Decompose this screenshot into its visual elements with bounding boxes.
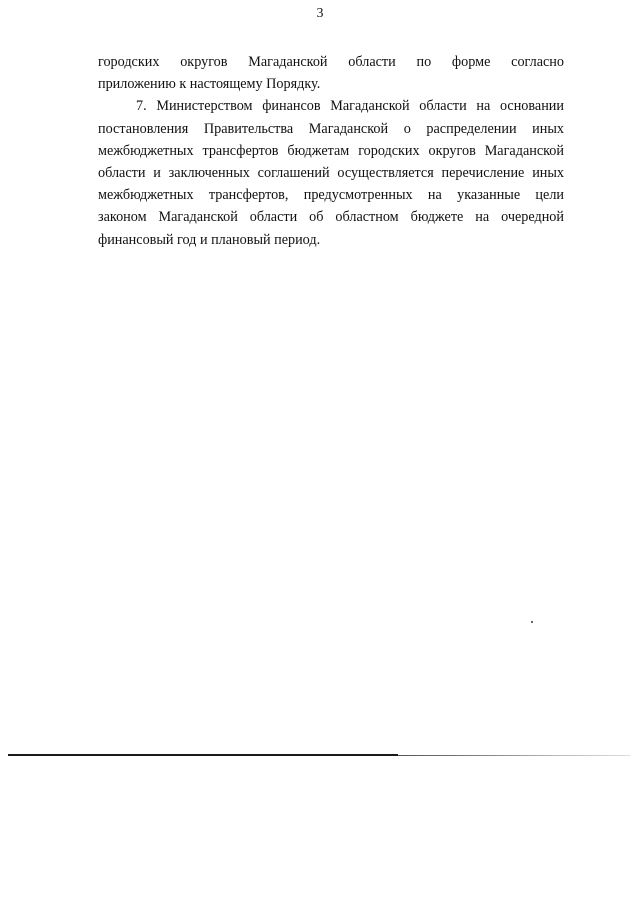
scan-artifact-dot	[531, 621, 533, 623]
text-line: межбюджетных трансфертов бюджетам городских округов Магаданской	[98, 142, 564, 159]
text-line: приложению к настоящему Порядку.	[98, 76, 321, 93]
footer-rule-faded	[398, 755, 630, 756]
text-line: постановления Правительства Магаданской о распределении иных	[98, 120, 564, 137]
page-number: 3	[316, 6, 324, 21]
text-line: законом Магаданской области об областном бюджете на очередной	[98, 209, 564, 226]
paragraph-item-7	[98, 95, 564, 250]
text-line: городских округов Магаданской области по форме согласно	[98, 54, 564, 70]
text-line: финансовый год и плановый период.	[98, 231, 321, 248]
text-line: области и заключенных соглашений осуществляется перечисление иных	[98, 165, 564, 182]
text-line: межбюджетных трансфертов, предусмотренных на указанные цели	[98, 187, 564, 204]
text-line: 7. Министерством финансов Магаданской области на основании	[136, 98, 564, 115]
document-body	[98, 51, 564, 251]
footer-rule	[8, 754, 398, 756]
paragraph-continued	[98, 51, 564, 95]
